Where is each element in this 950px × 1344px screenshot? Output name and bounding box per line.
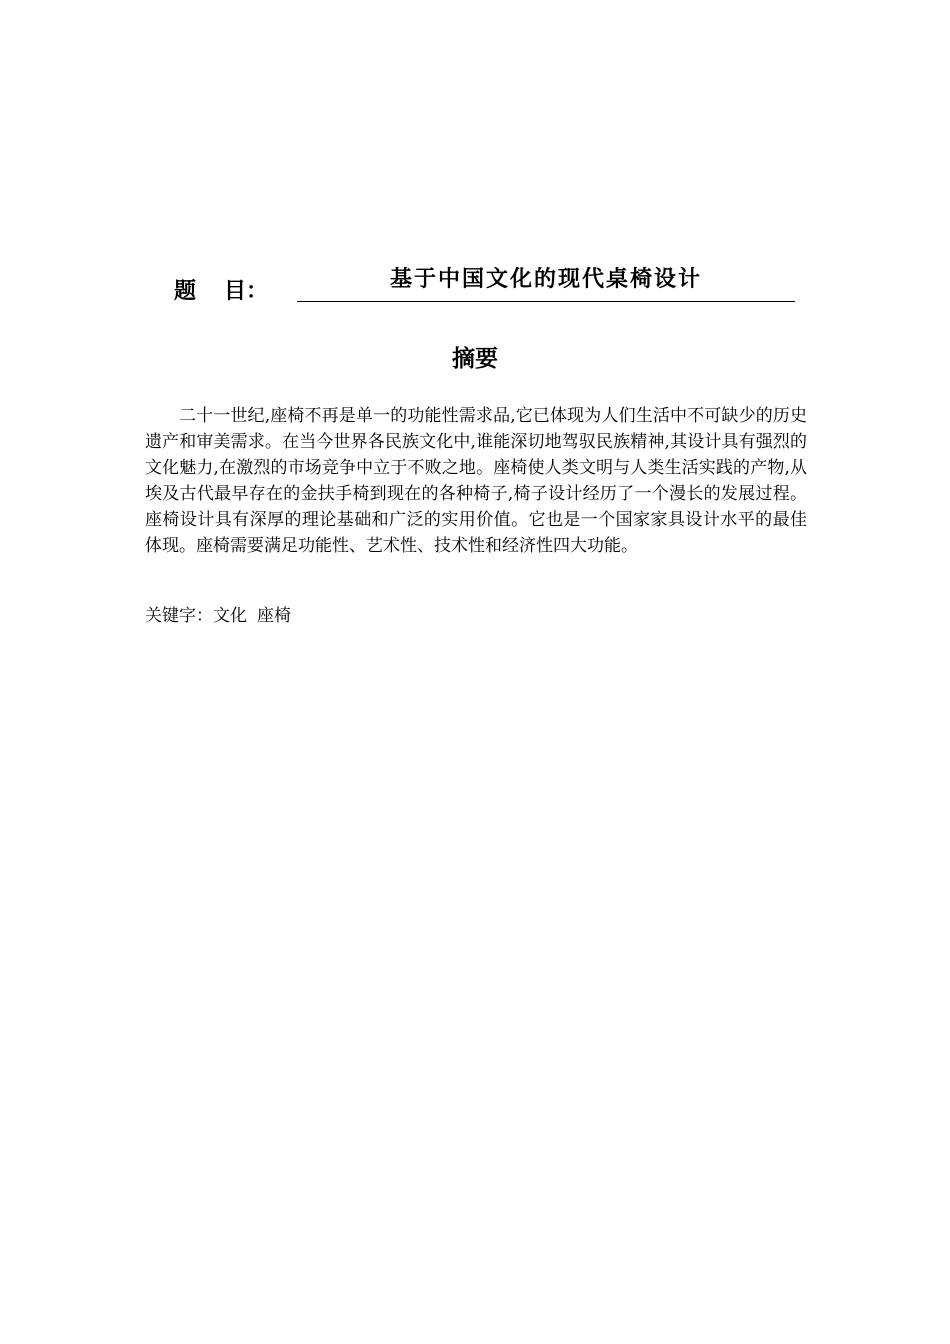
title-label-char-1: 题 (174, 279, 197, 304)
keywords-label: 关键字： (145, 606, 213, 626)
thesis-title: 基于中国文化的现代桌椅设计 (389, 267, 702, 292)
title-label (174, 274, 268, 305)
abstract-body: 二十一世纪,座椅不再是单一的功能性需求品,它已体现为人们生活中不可缺少的历史遗产和审美需求。在当今世界各民族文化中,谁能深切地驾驭民族精神,其设计具有强烈的文化魅力,在激烈的市场竞争中立于不败之地。座椅使人类文明与人类生活实践的产物,从埃及古代最早存在的金扶手椅到现在的各种椅子,椅子设计经历了一个漫长的发展过程。座椅设计具有深厚的理论基础和广泛的实用价值。它也是一个国家家具设计水平的最佳体现。座椅需要满足功能性、艺术性、技术性和经济性四大功能。 (145, 406, 807, 556)
abstract-heading: 摘要 (452, 346, 498, 372)
title-label-char-2: 目： (224, 279, 269, 304)
keyword-item: 文化 (213, 606, 247, 626)
keywords-line (145, 603, 291, 629)
title-underline (297, 301, 795, 302)
keyword-item: 座椅 (257, 606, 291, 626)
